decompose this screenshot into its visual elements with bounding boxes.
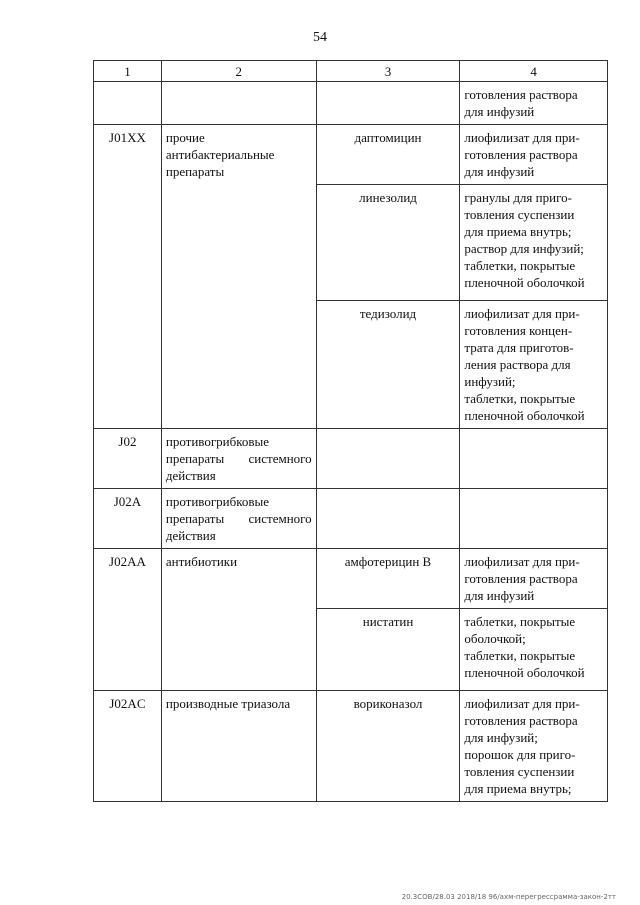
group-name-cell: противогрибковые препараты системного действия [161,489,316,549]
group-name-cell: противогрибковые препараты системного действия [161,429,316,489]
dosage-form-cell: лиофилизат для при- готовления раствора для инфузий [460,549,608,609]
drug-name-cell: вориконазол [316,691,460,802]
column-header: 1 [94,61,162,82]
atc-code-cell: J02A [94,489,162,549]
dosage-form-cell: лиофилизат для при- готовления раствора для инфузий; порошок для приго- товления суспензии для приема внутрь; [460,691,608,802]
table-row [94,429,608,489]
group-name-cell: производные триазола [161,691,316,802]
dosage-form-cell: готовления раствора для инфузий [460,82,608,125]
table-row [94,489,608,549]
atc-code-cell: J01XX [94,125,162,429]
group-name-cell: прочие антибактериальные препараты [161,125,316,429]
header-row [94,61,608,82]
continuation-row [94,82,608,125]
drug-name-cell: амфотерицин В [316,549,460,609]
drug-name-cell [316,82,460,125]
column-header: 2 [161,61,316,82]
drug-name-cell: линезолид [316,185,460,301]
dosage-form-cell: таблетки, покрытые оболочкой; таблетки, покрытые пленочной оболочкой [460,609,608,691]
atc-code-cell: J02 [94,429,162,489]
drug-name-cell [316,429,460,489]
atc-code-cell: J02AC [94,691,162,802]
drug-name-cell: тедизолид [316,301,460,429]
column-header: 3 [316,61,460,82]
group-cell [161,82,316,125]
dosage-form-cell: гранулы для приго- товления суспензии для приема внутрь; раствор для инфузий; таблетки, покрытые пленочной оболочкой [460,185,608,301]
drug-name-cell [316,489,460,549]
atc-code-cell: J02AA [94,549,162,691]
table-row [94,125,608,185]
footer-note: 20.3COB/28.03 2018/18 96/axм-перегрессрамма-закон-2тт [401,893,616,901]
dosage-form-cell [460,429,608,489]
table-row [94,691,608,802]
drug-list-table [93,60,608,802]
dosage-form-cell: лиофилизат для при- готовления раствора для инфузий [460,125,608,185]
drug-name-cell: нистатин [316,609,460,691]
code-cell [94,82,162,125]
drug-name-cell: даптомицин [316,125,460,185]
group-name-cell: антибиотики [161,549,316,691]
table-row [94,549,608,609]
dosage-form-cell: лиофилизат для при- готовления концен- трата для приготов- ления раствора для инфузий; таблетки, покрытые пленочной оболочкой [460,301,608,429]
dosage-form-cell [460,489,608,549]
page-number: 54 [313,30,327,45]
table-body [94,61,608,802]
column-header: 4 [460,61,608,82]
